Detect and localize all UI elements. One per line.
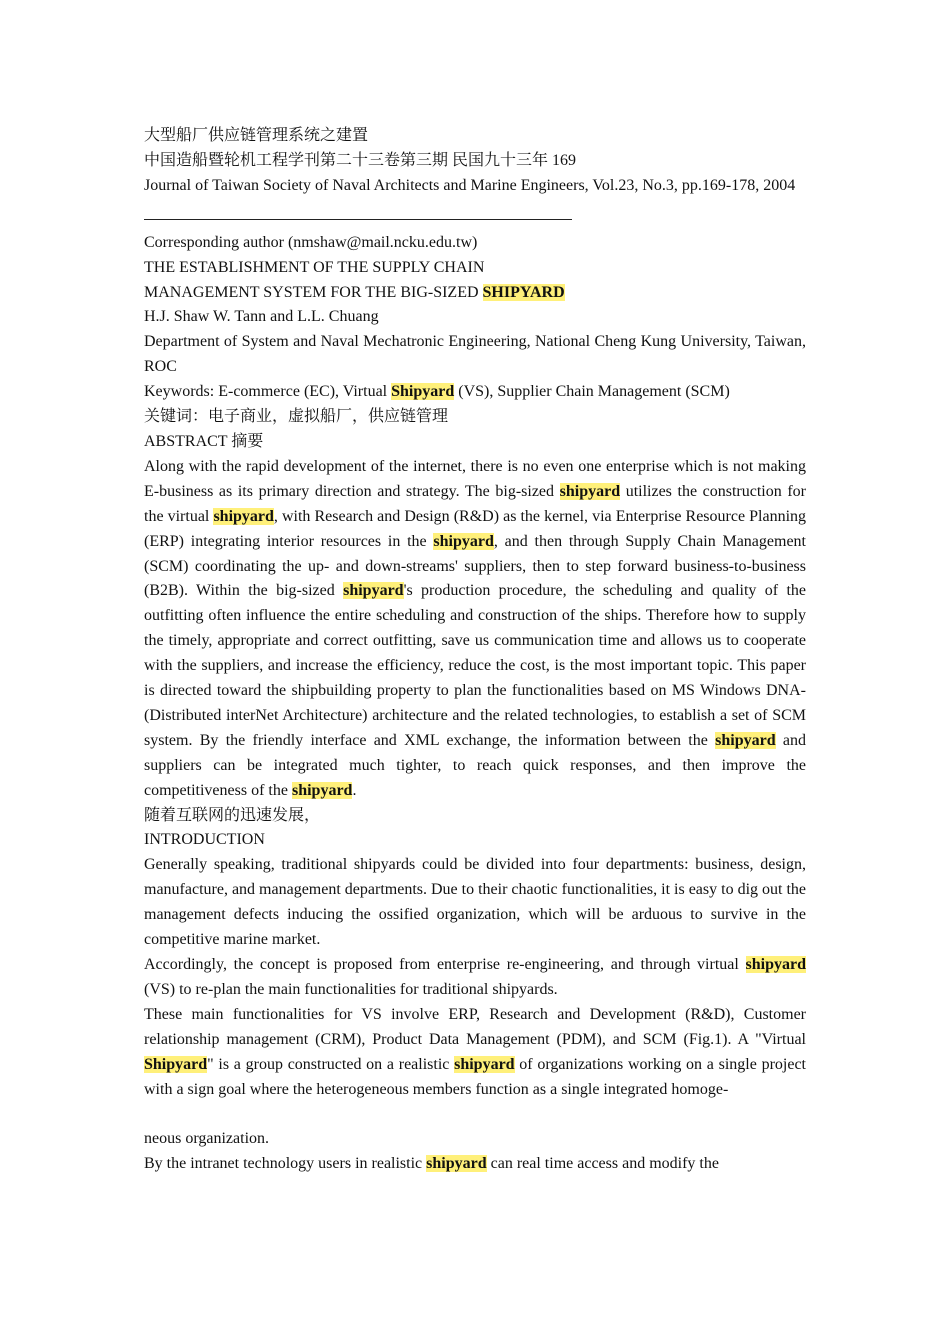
highlight-term: Shipyard	[144, 1055, 208, 1073]
intro-text: of organizations working on a single project with a sign goal where the heterogeneous members function as a single integrated homoge-	[144, 1055, 806, 1098]
abstract-body	[144, 455, 806, 804]
highlight-term: shipyard	[454, 1055, 515, 1073]
intro-paragraph-2	[144, 953, 806, 1003]
intro-text: (VS) to re-plan the main functionalities for traditional shipyards.	[144, 980, 558, 998]
divider	[144, 219, 572, 220]
affiliation: Department of System and Naval Mechatronic Engineering, National Cheng Kung University, Taiwan, ROC	[144, 333, 806, 376]
highlight-term: SHIPYARD	[482, 283, 565, 301]
document-page	[144, 124, 806, 1177]
intro-text: By the intranet technology users in realistic	[144, 1155, 427, 1173]
highlight-term: shipyard	[343, 582, 404, 600]
highlight-term: shipyard	[291, 781, 353, 799]
highlight-term: shipyard	[426, 1155, 487, 1173]
corresponding-author: Corresponding author (nmshaw@mail.ncku.edu.tw)	[144, 233, 478, 251]
paper-title-line1: THE ESTABLISHMENT OF THE SUPPLY CHAIN	[144, 258, 485, 276]
abstract-text: , with Research and Design (R&D) as the kernel, via Enterprise Resource Planning (ERP) integrating interior resources in the	[144, 507, 807, 550]
intro-paragraph-3	[144, 1003, 806, 1103]
journal-english: Journal of Taiwan Society of Naval Architects and Marine Engineers, Vol.23, No.3, pp.169-178, 2004	[144, 176, 796, 194]
paper-title-line2	[144, 281, 806, 306]
highlight-term: Shipyard	[391, 383, 455, 401]
intro-paragraph-4	[144, 1152, 806, 1177]
title-text: MANAGEMENT SYSTEM FOR THE BIG-SIZED	[144, 283, 483, 301]
highlight-term: shipyard	[715, 731, 776, 749]
keywords-text: (VS), Supplier Chain Management (SCM)	[454, 383, 730, 401]
authors: H.J. Shaw W. Tann and L.L. Chuang	[144, 308, 379, 326]
abstract-text: .	[352, 781, 357, 799]
keywords-text: Keywords: E-commerce (EC), Virtual	[144, 383, 392, 401]
abstract-text: , and then through Supply Chain Management (SCM) coordinating the up- and down-streams' suppliers, then to step forward business-to-business (B2B). Within the big-sized	[144, 532, 807, 600]
intro-text: These main functionalities for VS involve ERP, Research and Development (R&D), Customer relationship management (CRM), Product Data Management (PDM), and SCM (Fig.1). A "Virtual	[144, 1005, 806, 1048]
intro-text: can real time access and modify the	[486, 1155, 719, 1173]
abstract-text: 's production procedure, the scheduling and quality of the outfitting often influence the entire scheduling and construction of the ships. Therefore how to supply the timely, appropriate and correct outfitting, save us communication time and allows us to cooperate with the suppliers, and increase the efficiency, reduce the cost, is the most important topic. This paper is directed toward the shipbuilding property to plan the functionalities based on MS Windows DNA-(Distributed interNet Architecture) architecture and the related technologies, to establish a set of SCM system. By the friendly interface and XML exchange, the information between the	[144, 582, 807, 749]
highlight-term: shipyard	[433, 532, 494, 550]
chinese-line: 随着互联网的迅速发展，	[144, 806, 321, 824]
intro-text: Accordingly, the concept is proposed from enterprise re-engineering, and through virtual	[144, 956, 746, 973]
highlight-term: shipyard	[213, 507, 274, 525]
abstract-text: utilizes the construction for the virtual	[144, 482, 806, 525]
abstract-text: and suppliers can be integrated much tighter, to reach quick responses, and then improve the competitiveness of the	[144, 731, 806, 799]
intro-paragraph-3-continued: neous organization.	[144, 1130, 270, 1148]
abstract-heading: ABSTRACT 摘要	[144, 432, 264, 450]
highlight-term: shipyard	[559, 482, 621, 500]
keywords-chinese: 关键词：电子商业，虚拟船厂，供应链管理	[144, 408, 449, 426]
journal-chinese: 中国造船暨轮机工程学刊第二十三卷第三期 民国九十三年 169	[144, 151, 577, 169]
title-chinese: 大型船厂供应链管理系统之建置	[144, 127, 369, 144]
introduction-heading: INTRODUCTION	[144, 831, 265, 849]
page-break-gap	[144, 1102, 806, 1127]
abstract-text: Along with the rapid development of the internet, there is no even one enterprise which is not making E-business as its primary direction and strategy. The big-sized	[144, 457, 806, 500]
intro-paragraph-1: Generally speaking, traditional shipyards could be divided into four departments: business, design, manufacture, and management departments. Due to their chaotic functionalities, it is easy to dig out the management defects inducing the ossified organization, which will be arduous to survive in the competitive marine market.	[144, 856, 807, 949]
intro-text: " is a group constructed on a realistic	[207, 1055, 455, 1073]
keywords	[144, 380, 806, 405]
highlight-term: shipyard	[745, 956, 806, 973]
